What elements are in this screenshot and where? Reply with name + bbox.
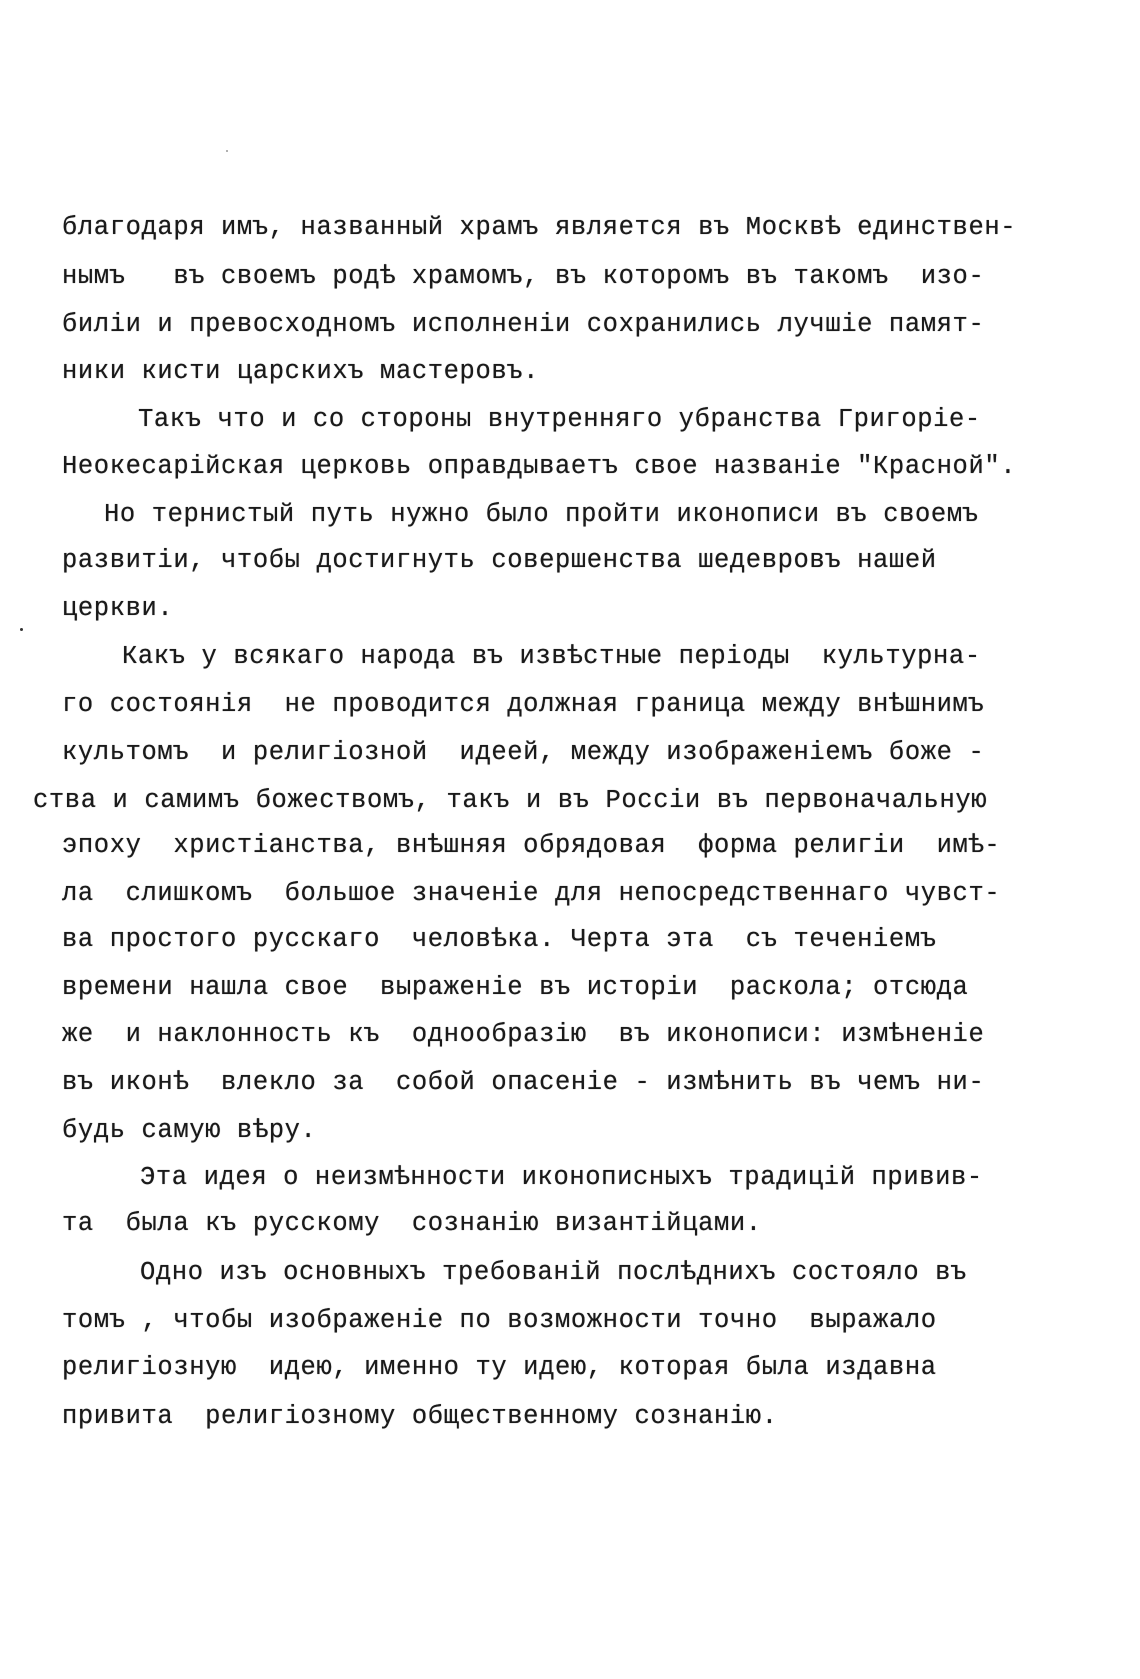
text-line: привита религіозному общественному сознанію. (62, 1402, 778, 1431)
text-line: томъ , чтобы изображеніе по возможности точно выражало (62, 1306, 937, 1335)
text-line: Такъ что и со стороны внутренняго убранства Григоріе- (138, 405, 981, 434)
text-line: эпоху христіанства, внѣшняя обрядовая форма религіи имѣ- (62, 831, 1001, 860)
text-line: религіозную идею, именно ту идею, которая была издавна (62, 1353, 937, 1382)
text-line: ники кисти царскихъ мастеровъ. (62, 357, 540, 386)
ink-speck (20, 628, 23, 631)
text-line: биліи и превосходномъ исполненіи сохранились лучшіе памят- (62, 310, 985, 339)
text-line: го состоянія не проводится должная граница между внѣшнимъ (62, 690, 985, 719)
text-line: будь самую вѣру. (62, 1116, 317, 1145)
text-line: времени нашла свое выраженіе въ исторіи раскола; отсюда (62, 973, 969, 1002)
text-line: Но тернистый путь нужно было пройти иконописи въ своемъ (104, 500, 979, 529)
text-line: Одно изъ основныхъ требованій послѣднихъ состояло въ (140, 1258, 967, 1287)
ink-speck (226, 150, 228, 152)
text-line: Эта идея о неизмѣнности иконописныхъ традицій привив- (140, 1163, 983, 1192)
text-line: Какъ у всякаго народа въ извѣстные періоды культурна- (122, 642, 981, 671)
text-line: въ иконѣ влекло за собой опасеніе - измѣнить въ чемъ ни- (62, 1068, 985, 1097)
text-line: развитіи, чтобы достигнуть совершенства шедевровъ нашей (62, 546, 937, 575)
text-line: ва простого русскаго человѣка. Черта эта съ теченіемъ (62, 925, 937, 954)
text-line: церкви. (62, 594, 174, 623)
text-line: культомъ и религіозной идеей, между изображеніемъ боже - (62, 738, 985, 767)
text-line: ла слишкомъ большое значеніе для непосредственнаго чувст- (62, 879, 1001, 908)
text-line: ства и самимъ божествомъ, такъ и въ Россіи въ первоначальную (33, 786, 988, 815)
text-line: нымъ въ своемъ родѣ храмомъ, въ которомъ въ такомъ изо- (62, 262, 985, 291)
text-line: Неокесарійская церковь оправдываетъ свое названіе "Красной". (62, 452, 1017, 481)
text-line: благодаря имъ, названный храмъ является въ Москвѣ единствен- (62, 213, 1017, 242)
text-line: же и наклонность къ однообразію въ иконописи: измѣненіе (62, 1020, 985, 1049)
text-line: та была къ русскому сознанію византійцами. (62, 1209, 762, 1238)
